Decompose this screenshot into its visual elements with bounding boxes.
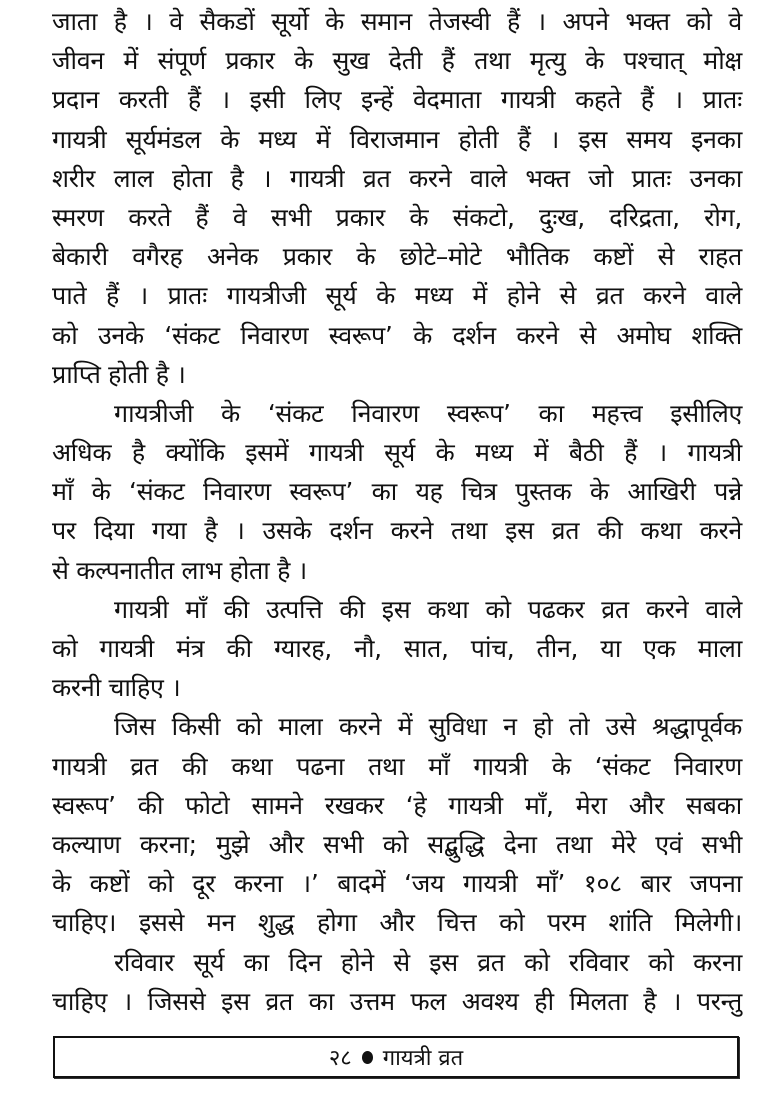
text-line: गायत्रीजी के ‘संकट निवारण स्वरूप’ का महत्त्व इसीलिए xyxy=(114,398,742,428)
text-line: स्मरण करते हैं वे सभी प्रकार के संकटो, दुःख, दरिद्रता, रोग, xyxy=(52,202,742,232)
text-line: माँ के ‘संकट निवारण स्वरूप’ का यह चित्र पुस्तक के आखिरी पन्ने xyxy=(52,477,742,507)
text-line: कल्याण करना; मुझे और सभी को सद्बुद्धि देना तथा मेरे एवं सभी xyxy=(52,829,742,859)
text-line: से कल्पनातीत लाभ होता है । xyxy=(52,555,307,585)
book-title: गायत्री व्रत xyxy=(382,1046,464,1071)
text-line: जाता है । वे सैकडों सूर्यो के समान तेजस्वी हैं । अपने भक्त को वे xyxy=(52,7,742,36)
text-line: रविवार सूर्य का दिन होने से इस व्रत को रविवार को करना xyxy=(114,947,742,977)
text-line: पर दिया गया है । उसके दर्शन करने तथा इस व्रत की कथा करने xyxy=(52,516,742,546)
text-line: चाहिए। इससे मन शुद्ध होगा और चित्त को परम शांति मिलेगी। xyxy=(52,908,742,938)
bullet-icon xyxy=(362,1051,373,1064)
text-line: चाहिए । जिससे इस व्रत का उत्तम फल अवश्य ही मिलता है । परन्तु xyxy=(52,986,742,1016)
text-line: पाते हैं । प्रातः गायत्रीजी सूर्य के मध्य में होने से व्रत करने वाले xyxy=(52,281,742,311)
text-line: के कष्टों को दूर करना ।’ बादमें ‘जय गायत्री माँ’ १०८ बार जपना xyxy=(52,869,742,899)
text-line: जिस किसी को माला करने में सुविधा न हो तो उसे श्रद्धापूर्वक xyxy=(114,712,742,742)
text-line: प्राप्ति होती है । xyxy=(52,359,186,389)
text-line: को गायत्री मंत्र की ग्यारह, नौ, सात, पांच, तीन, या एक माला xyxy=(52,634,742,663)
text-line: गायत्री माँ की उत्पत्ति की इस कथा को पढकर व्रत करने वाले xyxy=(114,594,742,624)
page-footer xyxy=(53,1036,739,1078)
text-line: को उनके ‘संकट निवारण स्वरूप’ के दर्शन करने से अमोघ शक्ति xyxy=(52,320,742,350)
page-body-text xyxy=(52,2,742,1021)
text-line: करनी चाहिए । xyxy=(52,673,181,703)
text-line: अधिक है क्योंकि इसमें गायत्री सूर्य के मध्य में बैठी हैं । गायत्री xyxy=(52,438,742,468)
text-line: गायत्री व्रत की कथा पढना तथा माँ गायत्री के ‘संकट निवारण xyxy=(52,751,742,781)
text-line: गायत्री सूर्यमंडल के मध्य में विराजमान होती हैं । इस समय इनका xyxy=(52,124,742,154)
page-number: २८ xyxy=(328,1046,352,1071)
text-line: जीवन में संपूर्ण प्रकार के सुख देती हैं तथा मृत्यु के पश्चात् मोक्ष xyxy=(52,46,742,76)
text-line: प्रदान करती हैं । इसी लिए इन्हें वेदमाता गायत्री कहते हैं । प्रातः xyxy=(52,85,742,115)
text-line: स्वरूप’ की फोटो सामने रखकर ‘हे गायत्री माँ, मेरा और सबका xyxy=(52,790,742,820)
text-line: शरीर लाल होता है । गायत्री व्रत करने वाले भक्त जो प्रातः उनका xyxy=(52,163,742,193)
text-line: बेकारी वगैरह अनेक प्रकार के छोटे–मोटे भौतिक कष्टों से राहत xyxy=(52,242,742,272)
